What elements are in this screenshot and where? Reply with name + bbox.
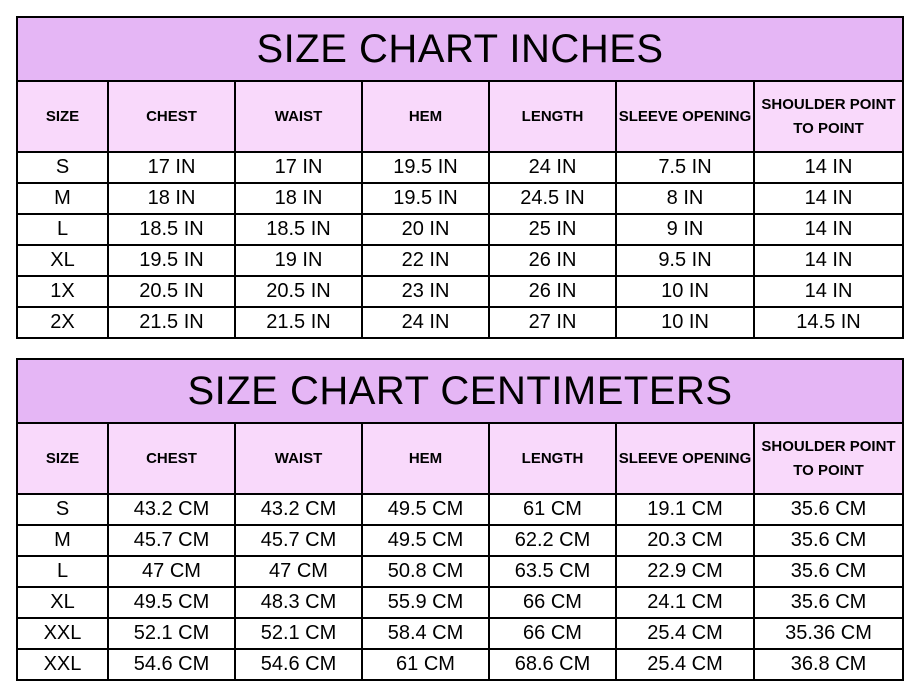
hem-header: HEM (362, 81, 489, 152)
waist-cell: 52.1 CM (235, 618, 362, 649)
table-row (17, 494, 903, 525)
length-cell: 68.6 CM (489, 649, 616, 680)
sleeve-opening-cell: 25.4 CM (616, 618, 754, 649)
shoulder-cell: 35.36 CM (754, 618, 903, 649)
header-row (17, 81, 903, 152)
shoulder-cell: 35.6 CM (754, 494, 903, 525)
shoulder-cell: 35.6 CM (754, 525, 903, 556)
chest-cell: 19.5 IN (108, 245, 235, 276)
title-row (17, 17, 903, 81)
sleeve-opening-cell: 22.9 CM (616, 556, 754, 587)
waist-cell: 18 IN (235, 183, 362, 214)
sleeve-opening-cell: 10 IN (616, 307, 754, 338)
table-row (17, 618, 903, 649)
size-header: SIZE (17, 423, 108, 494)
chest-header: CHEST (108, 81, 235, 152)
size-cell: XXL (17, 649, 108, 680)
table-title: SIZE CHART CENTIMETERS (17, 359, 903, 423)
hem-header: HEM (362, 423, 489, 494)
hem-cell: 22 IN (362, 245, 489, 276)
shoulder-cell: 14 IN (754, 276, 903, 307)
table-row (17, 183, 903, 214)
hem-cell: 55.9 CM (362, 587, 489, 618)
size-cell: S (17, 494, 108, 525)
length-cell: 66 CM (489, 618, 616, 649)
sleeve-opening-cell: 25.4 CM (616, 649, 754, 680)
hem-cell: 24 IN (362, 307, 489, 338)
size-cell: XL (17, 245, 108, 276)
shoulder-cell: 35.6 CM (754, 587, 903, 618)
size-cell: L (17, 214, 108, 245)
waist-cell: 45.7 CM (235, 525, 362, 556)
chest-cell: 52.1 CM (108, 618, 235, 649)
waist-cell: 43.2 CM (235, 494, 362, 525)
size-cell: XL (17, 587, 108, 618)
length-cell: 62.2 CM (489, 525, 616, 556)
header-row (17, 423, 903, 494)
sleeve-opening-cell: 20.3 CM (616, 525, 754, 556)
length-cell: 24 IN (489, 152, 616, 183)
waist-cell: 54.6 CM (235, 649, 362, 680)
title-row (17, 359, 903, 423)
shoulder-header: SHOULDER POINT TO POINT (754, 81, 903, 152)
waist-cell: 48.3 CM (235, 587, 362, 618)
table-row (17, 152, 903, 183)
size-chart-inches-table (16, 16, 904, 339)
length-cell: 27 IN (489, 307, 616, 338)
size-cell: M (17, 525, 108, 556)
size-cell: S (17, 152, 108, 183)
chest-header: CHEST (108, 423, 235, 494)
chest-cell: 18.5 IN (108, 214, 235, 245)
sleeve-opening-cell: 19.1 CM (616, 494, 754, 525)
waist-header: WAIST (235, 423, 362, 494)
hem-cell: 19.5 IN (362, 152, 489, 183)
hem-cell: 49.5 CM (362, 525, 489, 556)
waist-cell: 20.5 IN (235, 276, 362, 307)
size-chart-centimeters-table (16, 358, 904, 681)
size-header: SIZE (17, 81, 108, 152)
shoulder-cell: 36.8 CM (754, 649, 903, 680)
length-cell: 61 CM (489, 494, 616, 525)
table-row (17, 525, 903, 556)
hem-cell: 58.4 CM (362, 618, 489, 649)
sleeve-opening-cell: 9 IN (616, 214, 754, 245)
size-cell: XXL (17, 618, 108, 649)
sleeve-opening-header: SLEEVE OPENING (616, 423, 754, 494)
chest-cell: 43.2 CM (108, 494, 235, 525)
shoulder-cell: 14 IN (754, 183, 903, 214)
table-row (17, 276, 903, 307)
shoulder-cell: 14.5 IN (754, 307, 903, 338)
size-cell: 2X (17, 307, 108, 338)
sleeve-opening-cell: 24.1 CM (616, 587, 754, 618)
shoulder-cell: 14 IN (754, 214, 903, 245)
table-row (17, 245, 903, 276)
waist-header: WAIST (235, 81, 362, 152)
hem-cell: 19.5 IN (362, 183, 489, 214)
size-cell: L (17, 556, 108, 587)
waist-cell: 47 CM (235, 556, 362, 587)
shoulder-cell: 14 IN (754, 152, 903, 183)
length-cell: 66 CM (489, 587, 616, 618)
chest-cell: 18 IN (108, 183, 235, 214)
hem-cell: 61 CM (362, 649, 489, 680)
sleeve-opening-cell: 10 IN (616, 276, 754, 307)
table-body (17, 152, 903, 338)
table-body (17, 494, 903, 680)
table-row (17, 587, 903, 618)
table-row (17, 556, 903, 587)
sleeve-opening-cell: 9.5 IN (616, 245, 754, 276)
chest-cell: 47 CM (108, 556, 235, 587)
shoulder-cell: 35.6 CM (754, 556, 903, 587)
length-cell: 24.5 IN (489, 183, 616, 214)
hem-cell: 20 IN (362, 214, 489, 245)
chest-cell: 49.5 CM (108, 587, 235, 618)
chest-cell: 17 IN (108, 152, 235, 183)
length-cell: 25 IN (489, 214, 616, 245)
chest-cell: 20.5 IN (108, 276, 235, 307)
length-header: LENGTH (489, 81, 616, 152)
hem-cell: 50.8 CM (362, 556, 489, 587)
table-row (17, 307, 903, 338)
sleeve-opening-header: SLEEVE OPENING (616, 81, 754, 152)
shoulder-cell: 14 IN (754, 245, 903, 276)
hem-cell: 49.5 CM (362, 494, 489, 525)
waist-cell: 19 IN (235, 245, 362, 276)
shoulder-header: SHOULDER POINT TO POINT (754, 423, 903, 494)
chest-cell: 45.7 CM (108, 525, 235, 556)
waist-cell: 17 IN (235, 152, 362, 183)
length-header: LENGTH (489, 423, 616, 494)
length-cell: 63.5 CM (489, 556, 616, 587)
chest-cell: 54.6 CM (108, 649, 235, 680)
table-row (17, 649, 903, 680)
waist-cell: 18.5 IN (235, 214, 362, 245)
sleeve-opening-cell: 8 IN (616, 183, 754, 214)
table-title: SIZE CHART INCHES (17, 17, 903, 81)
length-cell: 26 IN (489, 276, 616, 307)
sleeve-opening-cell: 7.5 IN (616, 152, 754, 183)
size-cell: 1X (17, 276, 108, 307)
table-row (17, 214, 903, 245)
length-cell: 26 IN (489, 245, 616, 276)
waist-cell: 21.5 IN (235, 307, 362, 338)
hem-cell: 23 IN (362, 276, 489, 307)
chest-cell: 21.5 IN (108, 307, 235, 338)
size-cell: M (17, 183, 108, 214)
